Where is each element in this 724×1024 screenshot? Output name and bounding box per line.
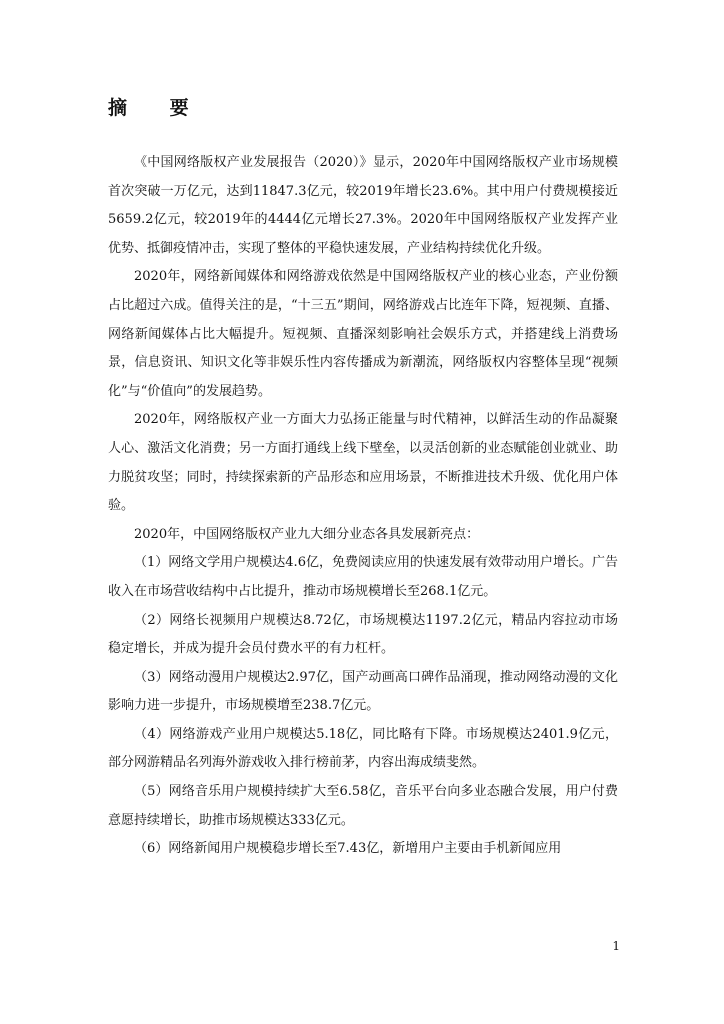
paragraph-report-summary: 《中国网络版权产业发展报告（2020）》显示，2020年中国网络版权产业市场规模首次突破一万亿元，达到11847.3亿元，较2019年增长23.6%。其中用户付费规模接近5659.2亿元，较2019年的4444亿元增长27.3%。2020年中国网络版权产业发挥产业优势、抵御疫情冲击，实现了整体的平稳快速发展，产业结构持续优化升级。 [108, 155, 618, 256]
document-body [108, 149, 618, 864]
paragraph-industry-role: 2020年，网络版权产业一方面大力弘扬正能量与时代精神，以鲜活生动的作品凝聚人心、激活文化消费；另一方面打通线上线下壁垒，以灵活创新的业态赋能创业就业、助力脱贫攻坚；同时，持续探索新的产品形态和应用场景，不断推进技术升级、优化用户体验。 [108, 412, 618, 514]
paragraph-online-games: （4）网络游戏产业用户规模达5.18亿，同比略有下降。市场规模达2401.9亿元，部分网游精品名列海外游戏收入排行榜前茅，内容出海成绩斐然。 [108, 726, 618, 771]
paragraph-long-video: （2）网络长视频用户规模达8.72亿，市场规模达1197.2亿元，精品内容拉动市场稳定增长，并成为提升会员付费水平的有力杠杆。 [108, 612, 618, 657]
page-title: 摘 要 [108, 97, 207, 119]
paragraph-online-news: （6）网络新闻用户规模稳步增长至7.43亿，新增用户主要由手机新闻应用 [134, 841, 562, 857]
paragraph-core-formats: 2020年，网络新闻媒体和网络游戏依然是中国网络版权产业的核心业态，产业份额占比超过六成。值得关注的是，“十三五”期间，网络游戏占比连年下降，短视频、直播、网络新闻媒体占比大幅提升。短视频、直播深刻影响社会娱乐方式，并搭建线上消费场景，信息资讯、知识文化等非娱乐性内容传播成为新潮流，网络版权内容整体呈现“视频化”与“价值向”的发展趋势。 [108, 269, 618, 399]
paragraph-nine-sectors-intro: 2020年，中国网络版权产业九大细分业态各具发展新亮点： [134, 526, 480, 542]
paragraph-online-music: （5）网络音乐用户规模持续扩大至6.58亿，音乐平台向多业态融合发展，用户付费意愿持续增长，助推市场规模达333亿元。 [108, 784, 618, 828]
paragraph-online-literature: （1）网络文学用户规模达4.6亿，免费阅读应用的快速发展有效带动用户增长。广告收入在市场营收结构中占比提升，推动市场规模增长至268.1亿元。 [108, 555, 618, 599]
page-number: 1 [612, 939, 620, 953]
paragraph-animation: （3）网络动漫用户规模达2.97亿，国产动画高口碑作品涌现，推动网络动漫的文化影响力进一步提升，市场规模增至238.7亿元。 [108, 669, 618, 714]
